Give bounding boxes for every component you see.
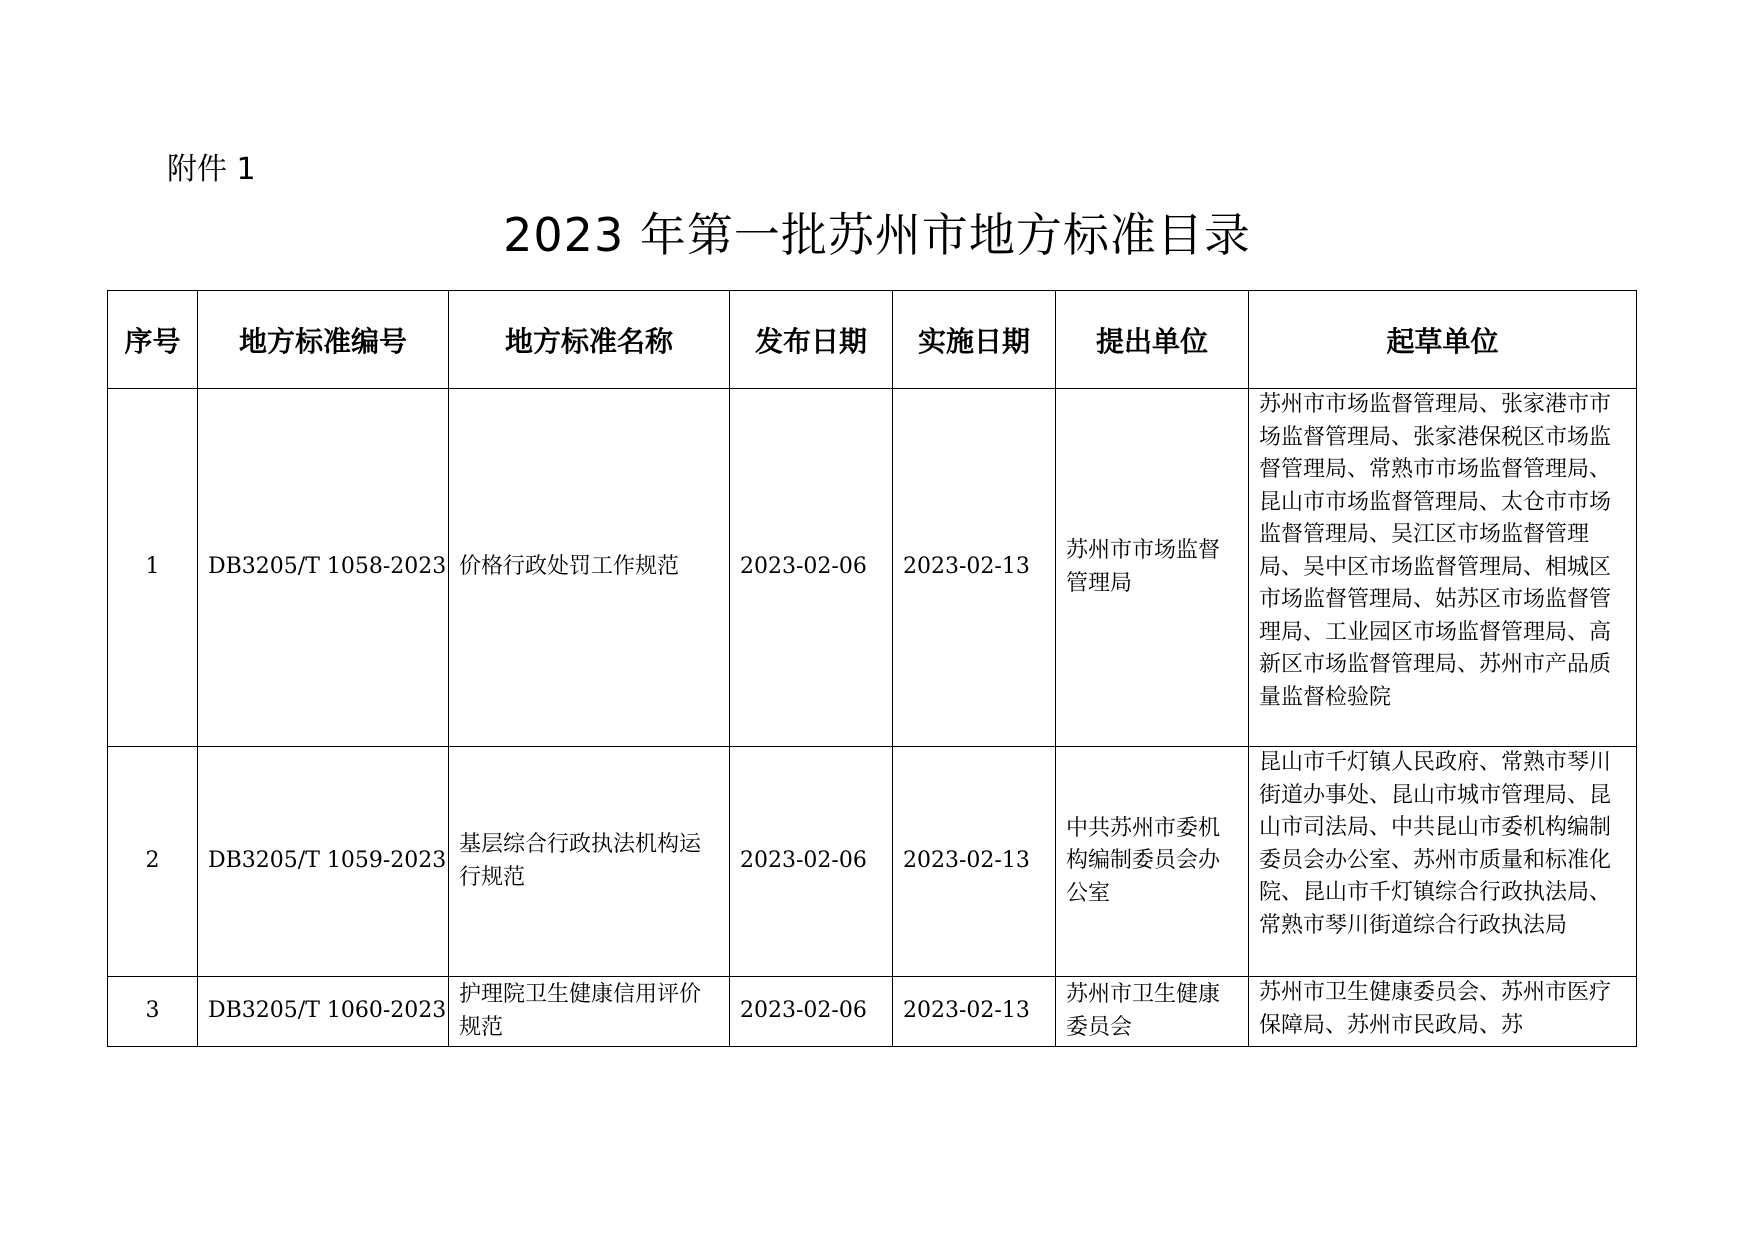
table-header-row [108, 291, 1637, 389]
cell-seq: 3 [108, 977, 198, 1047]
cell-code: DB3205/T 1058-2023 [198, 389, 449, 747]
table-row [108, 747, 1637, 977]
cell-seq: 1 [108, 389, 198, 747]
column-header-effective-date: 实施日期 [893, 291, 1056, 389]
column-header-drafter: 起草单位 [1249, 291, 1637, 389]
table-row [108, 389, 1637, 747]
document-title: 2023 年第一批苏州市地方标准目录 [503, 208, 1251, 262]
cell-drafter: 苏州市市场监督管理局、张家港市市场监督管理局、张家港保税区市场监督管理局、常熟市市场监督管理局、昆山市市场监督管理局、太仓市市场监督管理局、吴江区市场监督管理局、吴中区市场监督管理局、相城区市场监督管理局、姑苏区市场监督管理局、工业园区市场监督管理局、高新区市场监督管理局、苏州市产品质量监督检验院 [1249, 389, 1637, 747]
cell-publish-date: 2023-02-06 [730, 747, 893, 977]
cell-drafter: 昆山市千灯镇人民政府、常熟市琴川街道办事处、昆山市城市管理局、昆山市司法局、中共昆山市委机构编制委员会办公室、苏州市质量和标准化院、昆山市千灯镇综合行政执法局、常熟市琴川街道综合行政执法局 [1249, 747, 1637, 977]
column-header-code: 地方标准编号 [198, 291, 449, 389]
column-header-seq: 序号 [108, 291, 198, 389]
cell-name: 价格行政处罚工作规范 [449, 389, 730, 747]
cell-publish-date: 2023-02-06 [730, 977, 893, 1047]
cell-proposer: 苏州市卫生健康委员会 [1056, 977, 1249, 1047]
cell-publish-date: 2023-02-06 [730, 389, 893, 747]
table-row [108, 977, 1637, 1047]
cell-proposer: 苏州市市场监督管理局 [1056, 389, 1249, 747]
cell-drafter [1249, 977, 1637, 1047]
cell-code: DB3205/T 1060-2023 [198, 977, 449, 1047]
drafter-text: 苏州市卫生健康委员会、苏州市医疗保障局、苏州市民政局、苏 [1259, 980, 1612, 1038]
cell-seq: 2 [108, 747, 198, 977]
cell-effective-date: 2023-02-13 [893, 747, 1056, 977]
cell-name: 基层综合行政执法机构运行规范 [449, 747, 730, 977]
cell-effective-date: 2023-02-13 [893, 389, 1056, 747]
attachment-label: 附件 1 [167, 152, 256, 187]
column-header-name: 地方标准名称 [449, 291, 730, 389]
standards-catalog-table [107, 290, 1637, 1047]
column-header-publish-date: 发布日期 [730, 291, 893, 389]
column-header-proposer: 提出单位 [1056, 291, 1249, 389]
cell-name: 护理院卫生健康信用评价规范 [449, 977, 730, 1047]
cell-code: DB3205/T 1059-2023 [198, 747, 449, 977]
cell-effective-date: 2023-02-13 [893, 977, 1056, 1047]
cell-proposer: 中共苏州市委机构编制委员会办公室 [1056, 747, 1249, 977]
